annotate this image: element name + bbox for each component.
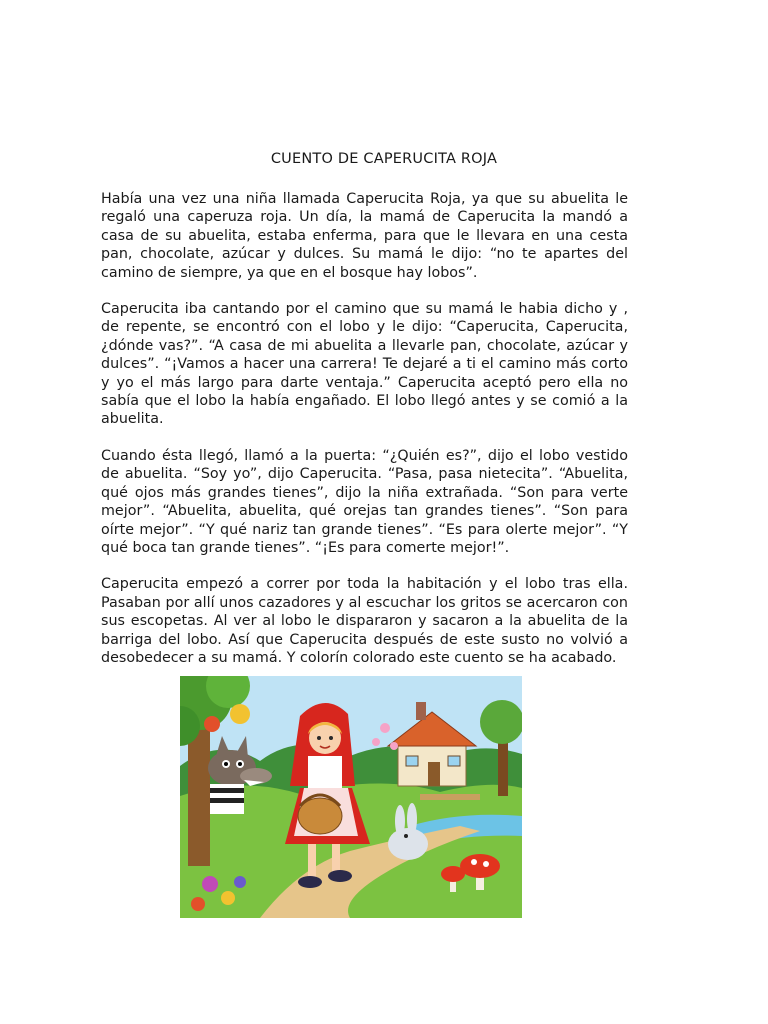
document-title: CUENTO DE CAPERUCITA ROJA (270, 151, 498, 167)
paragraph-4: Caperucita empezó a correr por toda la habitación y el lobo tras ella. Pasaban por allí unos cazadores y al escuchar los gritos se acercaron con sus escopetas. Al ver al lobo le dispararon y sacaron a la abuelita de la barriga del lobo. Así que Caperucita después de este susto no volvió a desobedecer a su mamá. Y colorín colorado este cuento se ha acabado. (101, 576, 628, 666)
paragraph-3: Cuando ésta llegó, llamó a la puerta: “¿Quién es?”, dijo el lobo vestido de abuelita. “Soy yo”, dijo Caperucita. “Pasa, pasa nietecita”. “Abuelita, qué ojos más grandes tienes”, dijo la niña extrañada. “Son para verte mejor”. “Abuelita, abuelita, qué orejas tan grandes tienes”. “Son para oírte mejor”. “Y qué nariz tan grande tienes”. “Es para olerte mejor”. “Y qué boca tan grande tienes”. “¡Es para comerte mejor!”. (101, 447, 628, 556)
paragraph-2: Caperucita iba cantando por el camino que su mamá le habia dicho y , de repente, se encontró con el lobo y le dijo: “Caperucita, Caperucita, ¿dónde vas?”. “A casa de mi abuelita a llevarle pan, chocolate, azúcar y dulces”. “¡Vamos a hacer una carrera! Te dejaré a ti el camino más corto y yo el más largo para darte ventaja.” Caperucita aceptó pero ella no sabía que el lobo la había engañado. El lobo llegó antes y se comió a la abuelita. (101, 301, 628, 428)
bridge (420, 794, 480, 800)
illustration-drawing (180, 676, 522, 918)
story-illustration (180, 676, 522, 918)
story-body (101, 190, 628, 685)
paragraph-1: Había una vez una niña llamada Caperucita Roja, ya que su abuelita le regaló una caperuza roja. Un día, la mamá de Caperucita la mandó a casa de su abuelita, estaba enferma, para que le llevara en una cesta pan, chocolate, azúcar y dulces. Su mamá le dijo: “no te apartes del camino de siempre, ya que en el bosque hay lobos”. (101, 191, 628, 281)
